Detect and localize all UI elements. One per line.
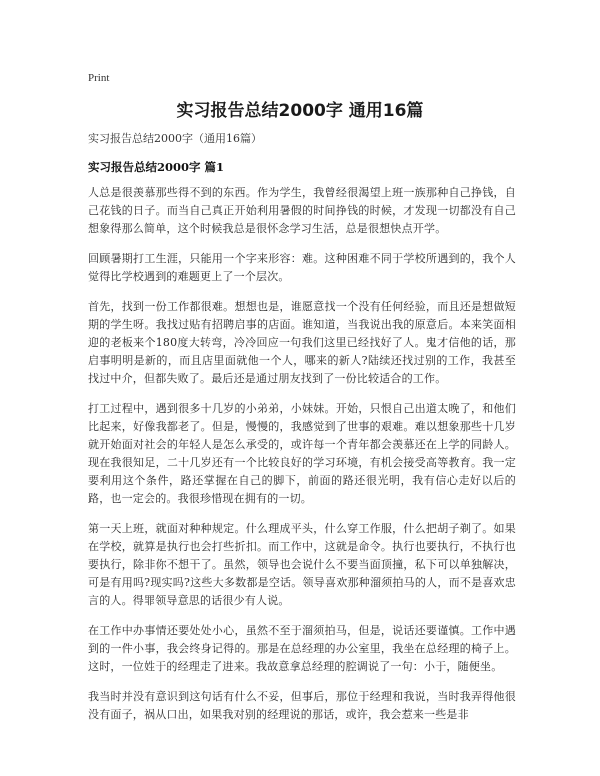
paragraph-2: 回顾暑期打工生涯，只能用一个字来形容：难。这种困难不同于学校所遇到的，我个人觉得比学校遇到的难题更上了一个层次。: [88, 252, 516, 283]
document-title: 实习报告总结2000字 通用16篇: [176, 101, 424, 121]
paragraph-6: 在工作中办事情还要处处小心，虽然不至于溜须拍马，但是，说话还要谨慎。工作中遇到的一件小事，我会终身记得的。那是在总经理的办公室里，我坐在总经理的椅子上。这时，一位姓于的经理走了进来。我故意拿总经理的腔调说了一句：小于，随便坐。: [88, 624, 516, 673]
document-subtitle: 实习报告总结2000字（通用16篇）: [88, 132, 262, 145]
paragraph-1: 人总是很羡慕那些得不到的东西。作为学生，我曾经很渴望上班一族那种自己挣钱，自己花钱的日子。而当自己真正开始利用暑假的时间挣钱的时候，才发现一切都没有自己想象得那么简单，这个时候我总是很怀念学习生活，总是很想快点开学。: [88, 186, 516, 235]
paragraph-3: 首先，找到一份工作都很难。想想也是，谁愿意找一个没有任何经验，而且还是想做短期的学生呀。我找过贴有招聘启事的店面。谁知道，当我说出我的原意后。本来笑面相迎的老板来个180度大转弯，冷冷回应一句我们这里已经找好了人。鬼才信他的话，那启事明明是新的，而且店里面就他一个人，哪来的新人?陆续还找过别的工作，我甚至找过中介，但都失败了。最后还是通过朋友找到了一份比较适合的工作。: [88, 300, 516, 385]
paragraph-5: 第一天上班，就面对种种规定。什么理成平头，什么穿工作服，什么把胡子剃了。如果在学校，就算是执行也会打些折扣。而工作中，这就是命令。执行也要执行，不执行也要执行，除非你不想干了。虽然，领导也会说什么不要当面顶撞，私下可以单独解决，可是有用吗?现实吗?这些大多数都是空话。领导喜欢那种溜须拍马的人，而不是喜欢忠言的人。得罪领导意思的话很少有人说。: [88, 522, 516, 607]
section-heading: 实习报告总结2000字 篇1: [88, 160, 225, 174]
print-link[interactable]: Print: [88, 72, 110, 84]
paragraph-4: 打工过程中，遇到很多十几岁的小弟弟，小妹妹。开始，只恨自己出道太晚了，和他们比起来，好像我都老了。但是，慢慢的，我感觉到了世事的艰难。难以想象那些十几岁就开始面对社会的年轻人是怎么承受的，或许每一个青年都会羡慕还在上学的同龄人。现在我很知足，二十几岁还有一个比较良好的学习环境，有机会接受高等教育。我一定要利用这个条件，路还掌握在自己的脚下，前面的路还很光明，我有信心走好以后的路，也一定会的。我很珍惜现在拥有的一切。: [88, 402, 516, 505]
paragraph-7: 我当时并没有意识到这句话有什么不妥，但事后，那位于经理和我说，当时我弄得他很没有面子，祸从口出，如果我对别的经理说的那话，或许，我会惹来一些是非: [88, 690, 516, 721]
document-body: [88, 130, 516, 736]
